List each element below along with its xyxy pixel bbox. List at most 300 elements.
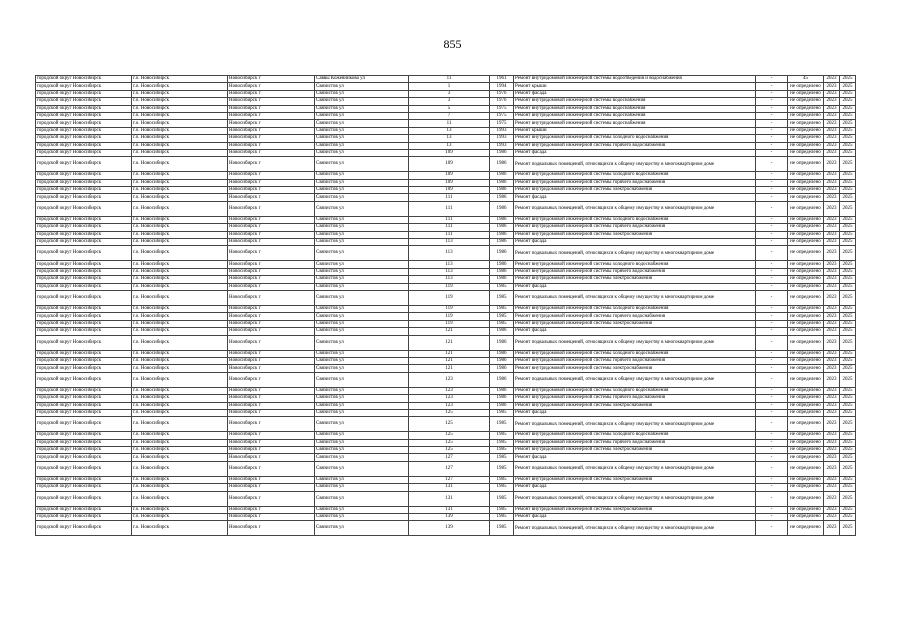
flag-cell: - [756, 179, 788, 186]
municipality-cell: городской округ Новосибирск [36, 216, 132, 223]
year-cell: 1985 [490, 409, 514, 416]
municipality-cell: городской округ Новосибирск [36, 201, 132, 216]
year-end-cell: 2025 [840, 276, 856, 283]
table-row [36, 76, 856, 83]
year-cell: 1986 [490, 357, 514, 364]
year-cell: 1985 [490, 447, 514, 454]
page-number: 855 [443, 37, 462, 51]
work-type-cell: Ремонт подвальных помещений, относящихся к общему имуществу в многоквартирном доме [514, 521, 756, 536]
cost-cell: не определено [788, 290, 824, 305]
flag-cell: - [756, 395, 788, 402]
district-cell: г.о. Новосибирск [132, 290, 228, 305]
year-cell: 1986 [490, 268, 514, 275]
year-cell: 1986 [490, 387, 514, 394]
year-start-cell: 2023 [824, 514, 840, 521]
municipality-cell: городской округ Новосибирск [36, 439, 132, 446]
work-type-cell: Ремонт подвальных помещений, относящихся к общему имуществу в многоквартирном доме [514, 491, 756, 506]
municipality-cell: городской округ Новосибирск [36, 454, 132, 461]
district-cell: г.о. Новосибирск [132, 172, 228, 179]
city-cell: Новосибирск г [228, 350, 315, 357]
municipality-cell: городской округ Новосибирск [36, 447, 132, 454]
year-start-cell: 2023 [824, 454, 840, 461]
district-cell: г.о. Новосибирск [132, 313, 228, 320]
year-cell: 1986 [490, 231, 514, 238]
year-end-cell: 2025 [840, 105, 856, 112]
year-end-cell: 2025 [840, 439, 856, 446]
work-type-cell: Ремонт подвальных помещений, относящихся к общему имуществу в многоквартирном доме [514, 246, 756, 261]
work-type-cell: Ремонт внутридомовой инженерной системы холодного водоснабжения [514, 387, 756, 394]
street-cell: Связистов ул [315, 313, 409, 320]
district-cell: г.о. Новосибирск [132, 216, 228, 223]
city-cell: Новосибирск г [228, 506, 315, 513]
work-type-cell: Ремонт внутридомовой инженерной системы холодного водоснабжения [514, 261, 756, 268]
year-cell: 1986 [490, 261, 514, 268]
flag-cell: - [756, 283, 788, 290]
table-row [36, 491, 856, 506]
year-end-cell: 2025 [840, 447, 856, 454]
work-type-cell: Ремонт внутридомовой инженерной системы холодного водоснабжения [514, 216, 756, 223]
year-cell: 1986 [490, 187, 514, 194]
cost-cell: не определено [788, 187, 824, 194]
table-row [36, 231, 856, 238]
district-cell: г.о. Новосибирск [132, 365, 228, 372]
year-cell: 1986 [490, 395, 514, 402]
municipality-cell: городской округ Новосибирск [36, 432, 132, 439]
street-cell: Связистов ул [315, 305, 409, 312]
street-cell: Связистов ул [315, 276, 409, 283]
street-cell: Связистов ул [315, 409, 409, 416]
table-row [36, 157, 856, 172]
year-end-cell: 2025 [840, 149, 856, 156]
work-type-cell: Ремонт подвальных помещений, относящихся к общему имуществу в многоквартирном доме [514, 157, 756, 172]
year-end-cell: 2025 [840, 268, 856, 275]
year-start-cell: 2023 [824, 476, 840, 483]
year-cell: 1986 [490, 216, 514, 223]
work-type-cell: Ремонт фасада [514, 90, 756, 97]
year-cell: 1986 [490, 157, 514, 172]
city-cell: Новосибирск г [228, 461, 315, 476]
year-cell: 1986 [490, 365, 514, 372]
district-cell: г.о. Новосибирск [132, 120, 228, 127]
city-cell: Новосибирск г [228, 439, 315, 446]
district-cell: г.о. Новосибирск [132, 506, 228, 513]
table-row [36, 98, 856, 105]
cost-cell: не определено [788, 224, 824, 231]
house-cell: 121 [409, 328, 490, 335]
year-start-cell: 2023 [824, 187, 840, 194]
municipality-cell: городской округ Новосибирск [36, 328, 132, 335]
year-end-cell: 2025 [840, 283, 856, 290]
year-cell: 1985 [490, 313, 514, 320]
district-cell: г.о. Новосибирск [132, 320, 228, 327]
year-cell: 1986 [490, 224, 514, 231]
district-cell: г.о. Новосибирск [132, 112, 228, 119]
district-cell: г.о. Новосибирск [132, 432, 228, 439]
year-start-cell: 2023 [824, 201, 840, 216]
year-end-cell: 2025 [840, 239, 856, 246]
district-cell: г.о. Новосибирск [132, 231, 228, 238]
year-cell: 1985 [490, 461, 514, 476]
cost-cell: не определено [788, 157, 824, 172]
work-type-cell: Ремонт внутридомовой инженерной системы водоотведения и водоснабжения [514, 76, 756, 83]
flag-cell: - [756, 83, 788, 90]
house-cell: 111 [409, 216, 490, 223]
street-cell: Связистов ул [315, 514, 409, 521]
table-row [36, 372, 856, 387]
table-row [36, 290, 856, 305]
work-type-cell: Ремонт внутридомовой инженерной системы электроснабжения [514, 231, 756, 238]
year-end-cell: 2025 [840, 417, 856, 432]
cost-cell: не определено [788, 261, 824, 268]
cost-cell: не определено [788, 172, 824, 179]
flag-cell: - [756, 142, 788, 149]
street-cell: Связистов ул [315, 194, 409, 201]
flag-cell: - [756, 201, 788, 216]
cost-cell: не определено [788, 105, 824, 112]
district-cell: г.о. Новосибирск [132, 98, 228, 105]
cost-cell: не определено [788, 268, 824, 275]
flag-cell: - [756, 224, 788, 231]
house-cell: 123 [409, 402, 490, 409]
city-cell: Новосибирск г [228, 224, 315, 231]
district-cell: г.о. Новосибирск [132, 461, 228, 476]
cost-cell: не определено [788, 409, 824, 416]
table-row [36, 365, 856, 372]
flag-cell: - [756, 261, 788, 268]
city-cell: Новосибирск г [228, 320, 315, 327]
cost-cell: не определено [788, 357, 824, 364]
table-row [36, 432, 856, 439]
flag-cell: - [756, 98, 788, 105]
street-cell: Связистов ул [315, 98, 409, 105]
work-type-cell: Ремонт фасада [514, 328, 756, 335]
work-type-cell: Ремонт подвальных помещений, относящихся к общему имуществу в многоквартирном доме [514, 201, 756, 216]
year-cell: 1985 [490, 484, 514, 491]
house-cell: 127 [409, 454, 490, 461]
year-start-cell: 2023 [824, 216, 840, 223]
year-start-cell: 2023 [824, 395, 840, 402]
district-cell: г.о. Новосибирск [132, 357, 228, 364]
year-start-cell: 2023 [824, 283, 840, 290]
flag-cell: - [756, 216, 788, 223]
table-row [36, 201, 856, 216]
year-cell: 1986 [490, 194, 514, 201]
cost-cell: не определено [788, 521, 824, 536]
cost-cell: не определено [788, 432, 824, 439]
table-row [36, 283, 856, 290]
flag-cell: - [756, 127, 788, 134]
year-start-cell: 2023 [824, 328, 840, 335]
municipality-cell: городской округ Новосибирск [36, 283, 132, 290]
flag-cell: - [756, 313, 788, 320]
year-cell: 1975 [490, 120, 514, 127]
year-cell: 1993 [490, 142, 514, 149]
house-cell: 125 [409, 432, 490, 439]
work-type-cell: Ремонт внутридомовой инженерной системы электроснабжения [514, 402, 756, 409]
year-start-cell: 2023 [824, 157, 840, 172]
street-cell: Связистов ул [315, 439, 409, 446]
house-cell: 119 [409, 313, 490, 320]
district-cell: г.о. Новосибирск [132, 127, 228, 134]
cost-cell: не определено [788, 447, 824, 454]
street-cell: Связистов ул [315, 224, 409, 231]
year-start-cell: 2023 [824, 105, 840, 112]
city-cell: Новосибирск г [228, 187, 315, 194]
house-cell: 109 [409, 179, 490, 186]
flag-cell: - [756, 521, 788, 536]
flag-cell: - [756, 239, 788, 246]
house-cell: 13 [409, 142, 490, 149]
year-cell: 1986 [490, 372, 514, 387]
cost-cell: не определено [788, 149, 824, 156]
city-cell: Новосибирск г [228, 201, 315, 216]
year-cell: 1985 [490, 506, 514, 513]
district-cell: г.о. Новосибирск [132, 76, 228, 83]
municipality-cell: городской округ Новосибирск [36, 305, 132, 312]
house-cell: 111 [409, 231, 490, 238]
flag-cell: - [756, 231, 788, 238]
city-cell: Новосибирск г [228, 387, 315, 394]
year-start-cell: 2023 [824, 90, 840, 97]
cost-cell: не определено [788, 283, 824, 290]
year-cell: 1986 [490, 276, 514, 283]
municipality-cell: городской округ Новосибирск [36, 187, 132, 194]
district-cell: г.о. Новосибирск [132, 476, 228, 483]
work-type-cell: Ремонт внутридомовой инженерной системы холодного водоснабжения [514, 305, 756, 312]
cost-cell: не определено [788, 127, 824, 134]
house-cell: 119 [409, 290, 490, 305]
year-cell: 1985 [490, 454, 514, 461]
municipality-cell: городской округ Новосибирск [36, 365, 132, 372]
year-start-cell: 2023 [824, 231, 840, 238]
work-type-cell: Ремонт внутридомовой инженерной системы электроснабжения [514, 476, 756, 483]
city-cell: Новосибирск г [228, 276, 315, 283]
flag-cell: - [756, 439, 788, 446]
year-end-cell: 2025 [840, 76, 856, 83]
table-row [36, 142, 856, 149]
flag-cell: - [756, 268, 788, 275]
work-type-cell: Ремонт внутридомовой инженерной системы горячего водоснабжения [514, 179, 756, 186]
year-cell: 1986 [490, 402, 514, 409]
city-cell: Новосибирск г [228, 432, 315, 439]
district-cell: г.о. Новосибирск [132, 142, 228, 149]
house-cell: 121 [409, 357, 490, 364]
year-start-cell: 2023 [824, 83, 840, 90]
cost-cell: не определено [788, 276, 824, 283]
year-start-cell: 2023 [824, 357, 840, 364]
house-cell: 131 [409, 491, 490, 506]
city-cell: Новосибирск г [228, 305, 315, 312]
district-cell: г.о. Новосибирск [132, 335, 228, 350]
year-start-cell: 2023 [824, 112, 840, 119]
year-end-cell: 2025 [840, 172, 856, 179]
work-type-cell: Ремонт внутридомовой инженерной системы горячего водоснабжения [514, 439, 756, 446]
city-cell: Новосибирск г [228, 112, 315, 119]
year-end-cell: 2025 [840, 201, 856, 216]
flag-cell: - [756, 290, 788, 305]
year-cell: 1985 [490, 283, 514, 290]
flag-cell: - [756, 194, 788, 201]
municipality-cell: городской округ Новосибирск [36, 142, 132, 149]
work-type-cell: Ремонт внутридомовой инженерной системы холодного водоснабжения [514, 432, 756, 439]
year-cell: 1961 [490, 76, 514, 83]
house-cell: 121 [409, 335, 490, 350]
house-cell: 109 [409, 149, 490, 156]
table-row [36, 461, 856, 476]
district-cell: г.о. Новосибирск [132, 135, 228, 142]
flag-cell: - [756, 172, 788, 179]
street-cell: Связистов ул [315, 521, 409, 536]
flag-cell: - [756, 187, 788, 194]
district-cell: г.о. Новосибирск [132, 149, 228, 156]
year-end-cell: 2025 [840, 476, 856, 483]
year-end-cell: 2025 [840, 313, 856, 320]
street-cell: Связистов ул [315, 447, 409, 454]
year-end-cell: 2025 [840, 402, 856, 409]
year-start-cell: 2023 [824, 172, 840, 179]
district-cell: г.о. Новосибирск [132, 521, 228, 536]
municipality-cell: городской округ Новосибирск [36, 395, 132, 402]
year-end-cell: 2025 [840, 506, 856, 513]
year-end-cell: 2025 [840, 179, 856, 186]
district-cell: г.о. Новосибирск [132, 395, 228, 402]
cost-cell: не определено [788, 484, 824, 491]
street-cell: Связистов ул [315, 90, 409, 97]
municipality-cell: городской округ Новосибирск [36, 461, 132, 476]
year-end-cell: 2025 [840, 454, 856, 461]
flag-cell: - [756, 276, 788, 283]
house-cell: 121 [409, 350, 490, 357]
municipality-cell: городской округ Новосибирск [36, 372, 132, 387]
district-cell: г.о. Новосибирск [132, 491, 228, 506]
year-end-cell: 2025 [840, 187, 856, 194]
house-cell: 109 [409, 172, 490, 179]
house-cell: 123 [409, 372, 490, 387]
municipality-cell: городской округ Новосибирск [36, 276, 132, 283]
municipality-cell: городской округ Новосибирск [36, 157, 132, 172]
flag-cell: - [756, 112, 788, 119]
work-type-cell: Ремонт внутридомовой инженерной системы водоснабжения [514, 120, 756, 127]
house-cell: 109 [409, 157, 490, 172]
table-row [36, 83, 856, 90]
table-row [36, 506, 856, 513]
city-cell: Новосибирск г [228, 365, 315, 372]
year-start-cell: 2023 [824, 387, 840, 394]
flag-cell: - [756, 484, 788, 491]
table-row [36, 313, 856, 320]
work-type-cell: Ремонт внутридомовой инженерной системы водоснабжения [514, 112, 756, 119]
city-cell: Новосибирск г [228, 83, 315, 90]
municipality-cell: городской округ Новосибирск [36, 320, 132, 327]
table-row [36, 120, 856, 127]
city-cell: Новосибирск г [228, 268, 315, 275]
district-cell: г.о. Новосибирск [132, 409, 228, 416]
work-type-cell: Ремонт фасада [514, 484, 756, 491]
year-end-cell: 2025 [840, 224, 856, 231]
cost-cell: не определено [788, 439, 824, 446]
year-start-cell: 2023 [824, 98, 840, 105]
year-end-cell: 2025 [840, 395, 856, 402]
street-cell: Связистов ул [315, 506, 409, 513]
cost-cell: не определено [788, 112, 824, 119]
work-type-cell: Ремонт фасада [514, 454, 756, 461]
district-cell: г.о. Новосибирск [132, 402, 228, 409]
year-cell: 1986 [490, 179, 514, 186]
house-cell: 113 [409, 276, 490, 283]
municipality-cell: городской округ Новосибирск [36, 290, 132, 305]
cost-cell: не определено [788, 454, 824, 461]
house-cell: 111 [409, 201, 490, 216]
work-type-cell: Ремонт фасада [514, 283, 756, 290]
flag-cell: - [756, 335, 788, 350]
cost-cell: не определено [788, 350, 824, 357]
year-start-cell: 2023 [824, 372, 840, 387]
district-cell: г.о. Новосибирск [132, 224, 228, 231]
table-row [36, 268, 856, 275]
year-end-cell: 2025 [840, 157, 856, 172]
cost-cell: не определено [788, 83, 824, 90]
street-cell: Связистов ул [315, 142, 409, 149]
street-cell: Связистов ул [315, 239, 409, 246]
street-cell: Связистов ул [315, 335, 409, 350]
municipality-cell: городской округ Новосибирск [36, 90, 132, 97]
house-cell: 139 [409, 514, 490, 521]
cost-cell: не определено [788, 246, 824, 261]
cost-cell: не определено [788, 335, 824, 350]
work-type-cell: Ремонт крыши [514, 83, 756, 90]
cost-cell: не определено [788, 491, 824, 506]
year-end-cell: 2025 [840, 491, 856, 506]
work-type-cell: Ремонт внутридомовой инженерной системы горячего водоснабжения [514, 268, 756, 275]
city-cell: Новосибирск г [228, 521, 315, 536]
house-cell: 5 [409, 105, 490, 112]
year-end-cell: 2025 [840, 514, 856, 521]
table-row [36, 105, 856, 112]
city-cell: Новосибирск г [228, 261, 315, 268]
table-row [36, 409, 856, 416]
flag-cell: - [756, 506, 788, 513]
table-row [36, 149, 856, 156]
work-type-cell: Ремонт внутридомовой инженерной системы горячего водоснабжения [514, 313, 756, 320]
year-end-cell: 2025 [840, 127, 856, 134]
work-type-cell: Ремонт крыши [514, 127, 756, 134]
municipality-cell: городской округ Новосибирск [36, 246, 132, 261]
street-cell: Связистов ул [315, 387, 409, 394]
city-cell: Новосибирск г [228, 149, 315, 156]
work-type-cell: Ремонт внутридомовой инженерной системы электроснабжения [514, 447, 756, 454]
year-end-cell: 2025 [840, 461, 856, 476]
city-cell: Новосибирск г [228, 476, 315, 483]
district-cell: г.о. Новосибирск [132, 372, 228, 387]
house-cell: 7 [409, 112, 490, 119]
district-cell: г.о. Новосибирск [132, 268, 228, 275]
year-cell: 1986 [490, 246, 514, 261]
cost-cell: не определено [788, 98, 824, 105]
year-start-cell: 2023 [824, 350, 840, 357]
street-cell: Связистов ул [315, 135, 409, 142]
cost-cell: не определено [788, 239, 824, 246]
city-cell: Новосибирск г [228, 194, 315, 201]
house-cell: 113 [409, 268, 490, 275]
house-cell: 3 [409, 90, 490, 97]
year-start-cell: 2023 [824, 447, 840, 454]
house-cell: 119 [409, 305, 490, 312]
year-start-cell: 2023 [824, 521, 840, 536]
year-end-cell: 2025 [840, 98, 856, 105]
table-row [36, 454, 856, 461]
house-cell: 13 [409, 135, 490, 142]
year-end-cell: 2025 [840, 335, 856, 350]
